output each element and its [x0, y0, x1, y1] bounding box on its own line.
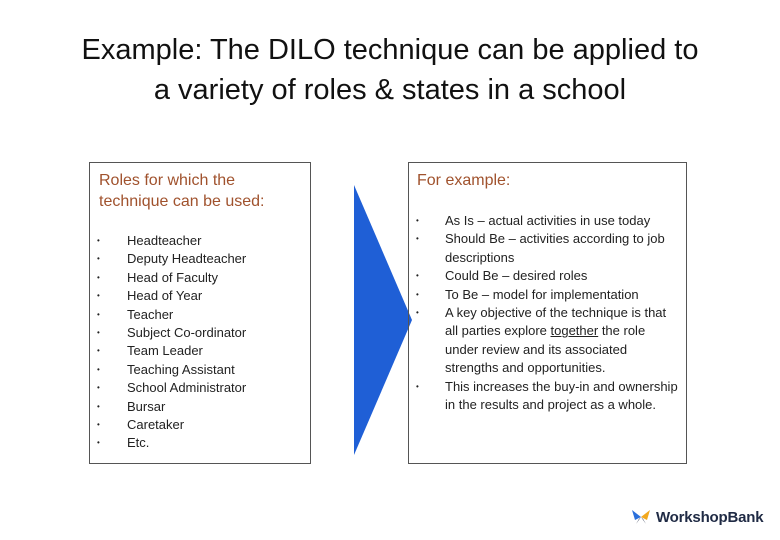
bullet-icon: •: [97, 346, 100, 356]
bullet-icon: •: [97, 401, 100, 411]
bullet-icon: •: [416, 289, 419, 299]
list-item: • To Be – model for implementation: [416, 286, 681, 304]
underlined-word: together: [550, 323, 599, 339]
bullet-icon: •: [416, 271, 419, 281]
slide-title: [30, 30, 750, 110]
bullet-icon: •: [416, 308, 419, 318]
bullet-icon: •: [416, 234, 419, 244]
roles-box: [89, 162, 311, 464]
right-chevron-arrow-icon: [352, 185, 414, 455]
list-item: • School Administrator: [97, 379, 305, 397]
list-item: • A key objective of the technique is that all parties explore together the role under review and its associated strengths and opportunities.: [416, 305, 667, 376]
slide-title-line-2: a variety of roles & states in a school: [153, 74, 627, 106]
arrow-shape: [354, 185, 412, 455]
list-item: • Deputy Headteacher: [97, 250, 305, 268]
list-item: • Etc.: [97, 434, 305, 452]
bullet-icon: •: [97, 236, 100, 245]
list-item: • Could Be – desired roles: [416, 267, 681, 285]
bullet-icon: •: [97, 420, 100, 430]
list-item: • Teaching Assistant: [97, 361, 305, 379]
bullet-icon: •: [97, 438, 100, 448]
list-item: • Subject Co-ordinator: [97, 324, 305, 342]
list-item: • Headteacher: [97, 232, 305, 250]
bullet-icon: •: [416, 216, 419, 225]
butterfly-logo-icon: [630, 508, 652, 526]
list-item: • Team Leader: [97, 342, 305, 360]
bullet-icon: •: [97, 291, 100, 301]
examples-box: [408, 162, 687, 464]
bullet-icon: •: [97, 364, 100, 374]
list-item: • Should Be – activities according to job descriptions: [416, 231, 665, 265]
bullet-icon: •: [97, 272, 100, 282]
list-item: • As Is – actual activities in use today: [416, 212, 681, 230]
list-item: • Caretaker: [97, 416, 305, 434]
bullet-icon: •: [97, 254, 100, 264]
list-item: • Head of Faculty: [97, 269, 305, 287]
examples-list: [416, 212, 681, 414]
examples-heading: For example:: [417, 172, 511, 189]
workshopbank-logo: [630, 506, 763, 528]
list-item: • Teacher: [97, 306, 305, 324]
roles-list: [97, 232, 305, 453]
slide-title-line-1: Example: The DILO technique can be applied to: [81, 34, 699, 66]
roles-heading: Roles for which the technique can be used:: [99, 172, 265, 210]
bullet-icon: •: [97, 309, 100, 319]
list-item: • Bursar: [97, 398, 305, 416]
bullet-icon: •: [97, 328, 100, 338]
list-item: • Head of Year: [97, 287, 305, 305]
logo-text: WorkshopBank: [656, 508, 764, 526]
list-item: • This increases the buy-in and ownership in the results and project as a whole.: [416, 378, 678, 413]
bullet-icon: •: [97, 383, 100, 393]
bullet-icon: •: [416, 381, 419, 391]
